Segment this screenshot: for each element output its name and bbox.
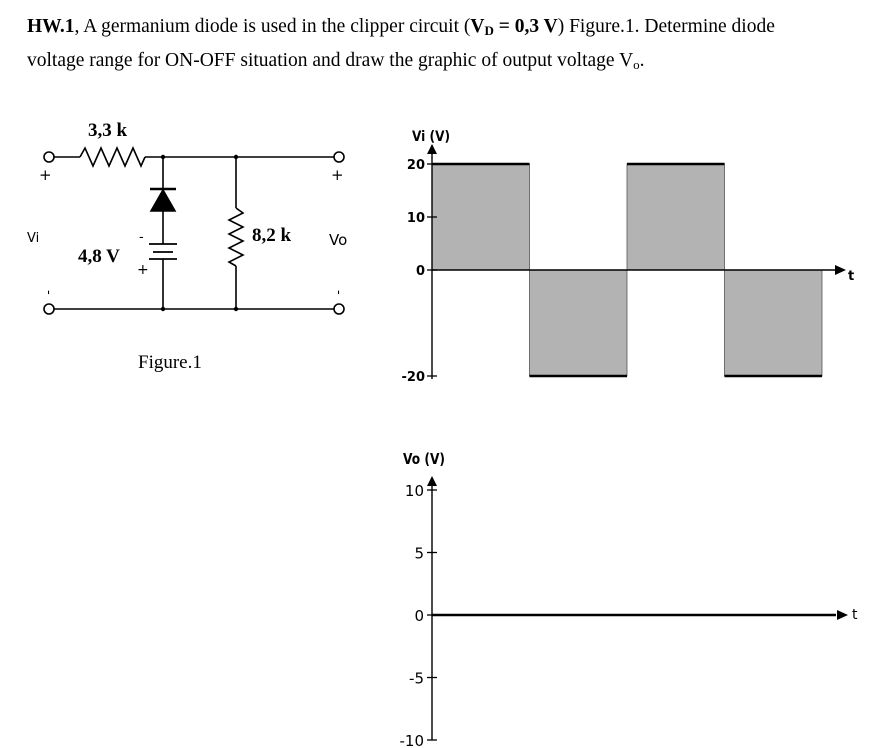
terminal-vo-top [334,152,344,162]
y-tick-label: 0 [415,264,425,279]
figure-caption: Figure.1 [138,352,202,373]
y-axis-arrow [427,144,437,154]
waveform-segment [725,270,823,376]
vo-plus: + [331,166,344,184]
y-tick-label: 20 [406,158,425,173]
waveform-segment [432,164,530,270]
x-axis-arrow [837,610,848,620]
y-tick-label: -5 [409,669,424,688]
y-tick-label: 5 [414,544,424,563]
problem-text-d: . [639,50,645,71]
x-axis-arrow [835,265,846,275]
y-tick-label: 0 [414,607,424,625]
y-tick-label: -20 [401,370,425,385]
y-tick-label: -10 [399,732,424,748]
input-plot-xlabel: t [848,269,855,284]
output-plot-xlabel: t [852,607,858,623]
battery-label: 4,8 V [78,246,120,267]
input-voltage-plot [402,144,847,385]
input-plot-ylabel: Vi (V) [412,129,450,145]
r1-label: 3,3 k [88,120,128,141]
vo-minus: - [331,290,346,295]
waveform-segment [530,270,628,376]
vi-minus: - [41,290,56,295]
vd-symbol: $V_D = 0,3$ V [470,16,558,38]
problem-text-c: voltage range for ON-OFF situation and draw the graphic of output voltage V [27,50,634,71]
terminal-vo-bottom [334,304,344,314]
y-tick-label: 10 [404,482,424,500]
y-tick-label: 10 [406,211,425,226]
vi-label: Vi [27,231,40,246]
vo-subscript: o [633,57,640,72]
waveform-segment [627,164,725,270]
y-axis-arrow [427,476,437,486]
problem-text-a: , A germanium diode is used in the clipper circuit ( [74,16,471,37]
diode-symbol [151,190,175,211]
battery-minus: - [139,230,144,245]
vi-plus: + [39,166,52,184]
problem-id: HW.1 [27,16,75,37]
resistor-r2 [229,208,243,266]
terminal-vi-bottom [44,304,54,314]
resistor-r1 [80,148,145,166]
terminal-vi-top [44,152,54,162]
output-voltage-plot [400,476,849,748]
battery-plus: + [137,262,149,278]
output-plot-ylabel: Vo (V) [403,450,445,468]
vo-label: Vo [329,231,348,249]
problem-text-b: ) Figure.1. Determine diode [557,16,775,37]
r2-label: 8,2 k [252,225,292,246]
circuit-diagram [44,148,344,314]
